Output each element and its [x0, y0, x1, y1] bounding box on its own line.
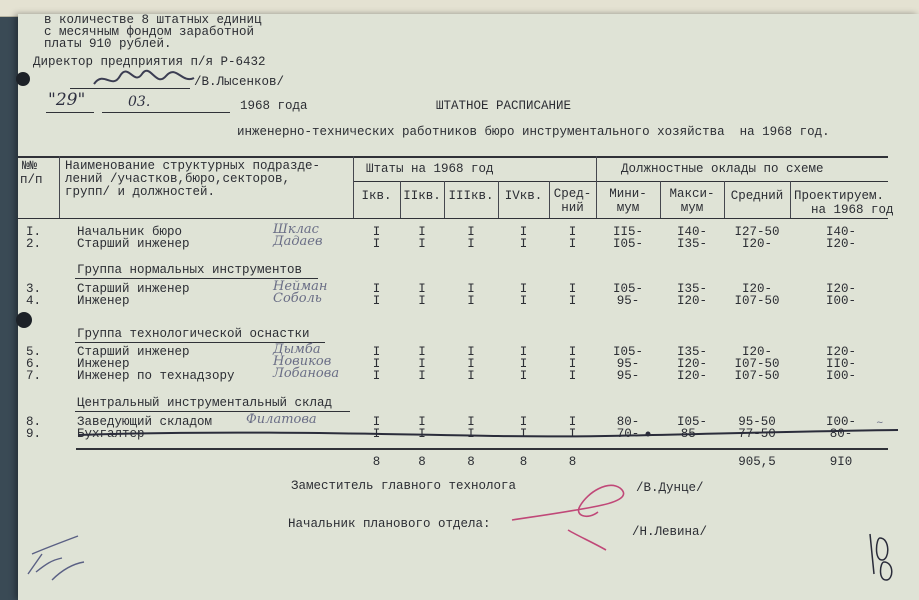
- col-proj-header-1: Проектируем.: [794, 189, 885, 203]
- row-cell-q4: I: [519, 369, 528, 383]
- table-header-bottom-border: [18, 218, 888, 219]
- row-position-name: Инженер: [77, 357, 130, 371]
- row-cell-min: 80-: [616, 415, 640, 429]
- punch-hole: [16, 72, 30, 86]
- row-cell-avg: I: [568, 427, 577, 441]
- row-cell-q4: I: [519, 345, 528, 359]
- col-avg-header-2: ний: [561, 201, 584, 215]
- divider-avg: [790, 181, 791, 218]
- row-cell-q3: I: [467, 237, 475, 251]
- row-position-name: Начальник бюро: [77, 225, 183, 239]
- row-cell-q4: I: [519, 427, 528, 441]
- row-cell-avg: I: [568, 369, 577, 383]
- section-title: Группа технологической оснастки: [77, 327, 310, 341]
- document-page: [18, 14, 919, 600]
- col-min-header-2: мум: [616, 201, 640, 215]
- row-cell-min: 95-: [616, 294, 640, 308]
- total-mid: 905,5: [738, 455, 776, 469]
- row-cell-mid: I07-50: [734, 369, 780, 383]
- row-cell-min: 70-: [616, 427, 640, 441]
- row-number: 3.: [26, 282, 42, 296]
- row-cell-q2: I: [418, 237, 426, 251]
- total-q2: 8: [418, 455, 426, 469]
- divider-name: [353, 156, 354, 218]
- row-cell-q2: I: [418, 369, 426, 383]
- row-cell-avg: I: [568, 345, 577, 359]
- margin-page-number: [860, 524, 900, 584]
- row-cell-mid: I07-50: [734, 357, 780, 371]
- row-cell-proj: I20-: [825, 282, 856, 296]
- row-cell-avg: I: [568, 294, 577, 308]
- punch-hole: [16, 312, 32, 328]
- row-number: I.: [26, 225, 42, 239]
- row-cell-q3: I: [467, 282, 475, 296]
- header-line-3: платы 910 рублей.: [44, 37, 172, 51]
- row-cell-q3: I: [467, 294, 475, 308]
- col-name-header-2: лений /участков,бюро,секторов,: [65, 172, 291, 186]
- margin-pencil-note: [22, 514, 102, 584]
- row-cell-proj: I00-: [825, 415, 856, 429]
- row-cell-mid: I20-: [741, 282, 772, 296]
- director-title: Директор предприятия п/я Р-6432: [33, 55, 266, 69]
- col-num-header-1: №№: [22, 159, 38, 173]
- row-cell-q2: I: [418, 427, 426, 441]
- col-q2-header: IIкв.: [403, 189, 441, 203]
- row-cell-min: I05-: [612, 237, 643, 251]
- row-cell-mid: I07-50: [734, 294, 780, 308]
- row-position-name: Инженер по технадзору: [77, 369, 235, 383]
- row-cell-q3: I: [467, 225, 475, 239]
- row-position-name: Старший инженер: [77, 237, 190, 251]
- col-min-header-1: Мини-: [609, 187, 647, 201]
- row-cell-max: 85-: [680, 427, 704, 441]
- row-cell-q4: I: [519, 282, 528, 296]
- row-cell-min: II5-: [612, 225, 643, 239]
- total-q3: 8: [467, 455, 475, 469]
- row-cell-max: I20-: [676, 294, 707, 308]
- col-max-header-1: Макси-: [669, 187, 715, 201]
- totals-border: [76, 448, 888, 450]
- row-number: 8.: [26, 415, 42, 429]
- row-position-name: Бухгалтер: [77, 427, 145, 441]
- row-cell-q3: I: [467, 357, 475, 371]
- total-q4: 8: [519, 455, 528, 469]
- row-cell-q2: I: [418, 357, 426, 371]
- total-proj: 9I0: [829, 455, 853, 469]
- row-cell-q4: I: [519, 237, 528, 251]
- divider-num: [59, 156, 60, 218]
- section-title: Группа нормальных инструментов: [77, 263, 303, 277]
- row-handwritten-name: Соболь: [273, 291, 322, 306]
- row-cell-q2: I: [418, 345, 426, 359]
- row-cell-mid: I20-: [741, 237, 772, 251]
- row-number: 7.: [26, 369, 42, 383]
- row-cell-q1: I: [372, 415, 381, 429]
- total-q1: 8: [372, 455, 381, 469]
- row-cell-q4: I: [519, 225, 528, 239]
- row-cell-proj: I20-: [825, 237, 856, 251]
- row-number: 9.: [26, 427, 42, 441]
- col-proj-header-2: на 1968 год: [811, 203, 894, 217]
- row-cell-q1: I: [372, 427, 381, 441]
- row-cell-avg: I: [568, 415, 577, 429]
- row-cell-proj: 80-: [829, 427, 853, 441]
- col-avg-header-1: Сред-: [553, 187, 592, 201]
- row-cell-mid: I20-: [741, 345, 772, 359]
- row-cell-q1: I: [372, 294, 381, 308]
- date-month: 03.: [128, 94, 151, 110]
- row-cell-max: I35-: [676, 282, 707, 296]
- row-handwritten-name: Новиков: [273, 354, 332, 369]
- row-cell-mid: 95-50: [738, 415, 776, 429]
- row-cell-q4: I: [519, 415, 528, 429]
- row-cell-avg: I: [568, 282, 577, 296]
- col-name-header-3: групп/ и должностей.: [65, 185, 216, 199]
- col-q1-header: Iкв.: [361, 189, 392, 203]
- row-cell-q3: I: [467, 415, 475, 429]
- row-cell-min: I05-: [612, 282, 643, 296]
- row-cell-q1: I: [372, 225, 381, 239]
- margin-note: ~: [876, 418, 884, 428]
- row-cell-mid: I27-50: [734, 225, 780, 239]
- row-cell-min: 95-: [616, 369, 640, 383]
- row-cell-q1: I: [372, 357, 381, 371]
- row-cell-max: I20-: [676, 357, 707, 371]
- row-cell-max: I05-: [676, 415, 707, 429]
- deputy-name: /В.Дунце/: [636, 481, 704, 495]
- row-cell-q3: I: [467, 427, 475, 441]
- row-cell-q2: I: [418, 282, 426, 296]
- row-number: 4.: [26, 294, 42, 308]
- date-day: "29": [48, 90, 86, 110]
- table-subheader-border: [353, 181, 888, 182]
- row-cell-q1: I: [372, 369, 381, 383]
- date-month-line: [102, 112, 230, 113]
- row-cell-min: I05-: [612, 345, 643, 359]
- row-handwritten-name: Нейман: [273, 279, 328, 294]
- col-num-header-2: п/п: [20, 173, 43, 187]
- row-cell-proj: I00-: [825, 369, 856, 383]
- row-cell-min: 95-: [616, 357, 640, 371]
- row-cell-avg: I: [568, 225, 577, 239]
- row-cell-max: I40-: [676, 225, 707, 239]
- row-handwritten-name: Филатова: [246, 412, 317, 427]
- col-mid-header: Средний: [730, 189, 784, 203]
- row-position-name: Инженер: [77, 294, 130, 308]
- row-cell-q4: I: [519, 357, 528, 371]
- row-cell-proj: I20-: [825, 345, 856, 359]
- row-cell-q3: I: [467, 369, 475, 383]
- document-title: ШТАТНОЕ РАСПИСАНИЕ: [436, 99, 572, 113]
- row-cell-mid: 77-50: [738, 427, 776, 441]
- header-line-2: с месячным фондом заработной: [44, 25, 255, 39]
- strike-through-line: [78, 426, 908, 442]
- row-cell-q1: I: [372, 282, 381, 296]
- section-title: Центральный инструментальный склад: [77, 396, 333, 410]
- row-cell-max: I35-: [676, 345, 707, 359]
- row-position-name: Старший инженер: [77, 345, 190, 359]
- header-line-1: в количестве 8 штатных единиц: [44, 13, 262, 27]
- row-position-name: Заведующий складом: [77, 415, 213, 429]
- col-max-header-2: мум: [680, 201, 704, 215]
- planning-title: Начальник планового отдела:: [288, 517, 491, 531]
- row-cell-proj: I40-: [825, 225, 856, 239]
- salary-group-header: Должностные оклады по схеме: [621, 162, 824, 176]
- row-cell-q2: I: [418, 225, 426, 239]
- planning-name: /Н.Левина/: [632, 525, 708, 539]
- table-top-border: [18, 156, 888, 158]
- row-cell-proj: I00-: [825, 294, 856, 308]
- row-cell-q2: I: [418, 415, 426, 429]
- row-cell-q4: I: [519, 294, 528, 308]
- col-q3-header: IIIкв.: [448, 189, 494, 203]
- date-day-line: [46, 112, 94, 113]
- row-handwritten-name: Дымба: [273, 342, 321, 357]
- row-number: 5.: [26, 345, 42, 359]
- row-cell-max: I35-: [676, 237, 707, 251]
- row-handwritten-name: Дадаев: [273, 234, 323, 249]
- row-cell-q2: I: [418, 294, 426, 308]
- row-number: 6.: [26, 357, 42, 371]
- row-handwritten-name: Шклас: [273, 222, 319, 237]
- document-subtitle: инженерно-технических работников бюро инструментального хозяйства на 1968 год.: [237, 125, 830, 139]
- director-name: /В.Лысенков/: [194, 75, 285, 89]
- total-avg: 8: [568, 455, 577, 469]
- col-q4-header: IVкв.: [504, 189, 543, 203]
- staff-group-header: Штаты на 1968 год: [366, 162, 494, 176]
- date-year: 1968 года: [240, 99, 308, 113]
- row-number: 2.: [26, 237, 42, 251]
- col-name-header-1: Наименование структурных подразде-: [65, 159, 321, 173]
- red-ink-signature: [508, 476, 638, 556]
- row-cell-avg: I: [568, 357, 577, 371]
- row-cell-q3: I: [467, 345, 475, 359]
- row-cell-avg: I: [568, 237, 577, 251]
- director-signature: [90, 66, 200, 92]
- row-cell-q1: I: [372, 345, 381, 359]
- row-position-name: Старший инженер: [77, 282, 190, 296]
- row-cell-max: I20-: [676, 369, 707, 383]
- row-cell-q1: I: [372, 237, 381, 251]
- row-cell-proj: II0-: [825, 357, 856, 371]
- row-handwritten-name: Лобанова: [273, 366, 340, 381]
- deputy-title: Заместитель главного технолога: [291, 479, 517, 493]
